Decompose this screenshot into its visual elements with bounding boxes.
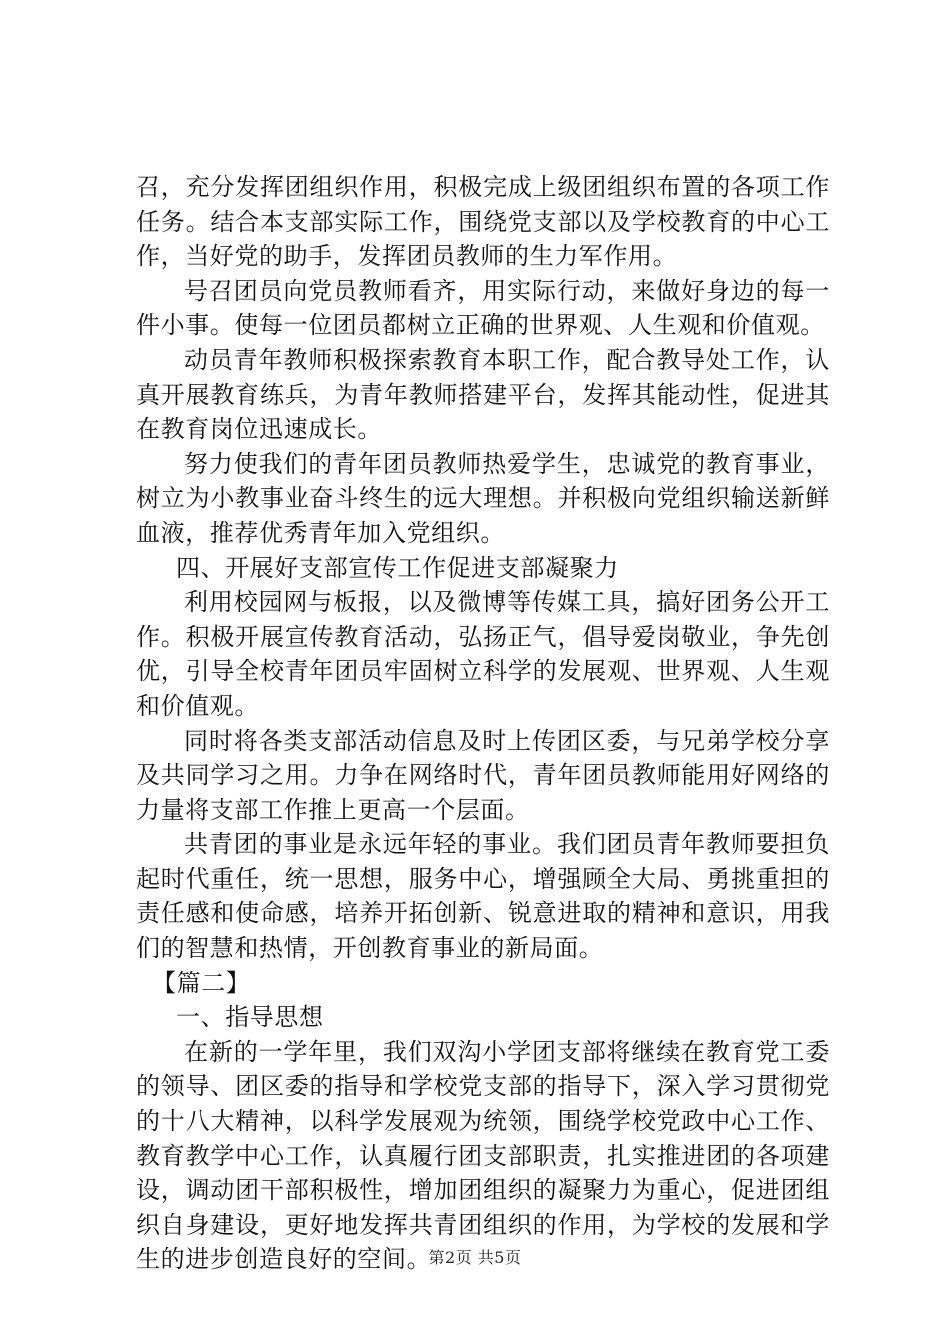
paragraph: 努力使我们的青年团员教师热爱学生，忠诚党的教育事业，树立为小教事业奋斗终生的远大理想。并积极向党组织输送新鲜血液，推荐优秀青年加入党组织。 <box>136 449 830 547</box>
part-heading: 【篇二】 <box>152 968 251 997</box>
document-body <box>136 170 830 1277</box>
paragraph: 动员青年教师积极探索教育本职工作，配合教导处工作，认真开展教育练兵，为青年教师搭建平台，发挥其能动性，促进其在教育岗位迅速成长。 <box>136 345 830 444</box>
paragraph: 号召团员向党员教师看齐，用实际行动，来做好身边的每一件小事。使每一位团员都树立正确的世界观、人生观和价值观。 <box>136 276 830 340</box>
page-footer: 第2页 共5页 <box>428 1248 522 1267</box>
paragraph-continuation: 召，充分发挥团组织作用，积极完成上级团组织布置的各项工作任务。结合本支部实际工作，围绕党支部以及学校教育的中心工作，当好党的助手，发挥团员教师的生力军作用。 <box>136 173 830 271</box>
paragraph: 同时将各类支部活动信息及时上传团区委，与兄弟学校分享及共同学习之用。力争在网络时代，青年团员教师能用好网络的力量将支部工作推上更高一个层面。 <box>136 726 830 824</box>
section-heading: 四、开展好支部宣传工作促进支部凝聚力 <box>176 553 619 582</box>
section-heading: 一、指导思想 <box>176 1003 324 1032</box>
paragraph: 共青团的事业是永远年轻的事业。我们团员青年教师要担负起时代重任，统一思想，服务中心，增强顾全大局、勇挑重担的责任感和使命感，培养开拓创新、锐意进取的精神和意识，用我们的智慧和热情，开创教育事业的新局面。 <box>136 830 830 963</box>
paragraph: 在新的一学年里，我们双沟小学团支部将继续在教育党工委的领导、团区委的指导和学校党支部的指导下，深入学习贯彻党的十八大精神，以科学发展观为统领，围绕学校党政中心工作、教育教学中心工作，认真履行团支部职责，扎实推进团的各项建设，调动团干部积极性，增加团组织的凝聚力为重心，促进团组织自身建设，更好地发挥共青团组织的作用，为学校的发展和学生的进步创造良好的空间。 <box>136 1037 830 1274</box>
paragraph: 利用校园网与板报，以及微博等传媒工具，搞好团务公开工作。积极开展宣传教育活动，弘扬正气，倡导爱岗敬业，争先创优，引导全校青年团员牢固树立科学的发展观、世界观、人生观和价值观。 <box>136 588 830 720</box>
